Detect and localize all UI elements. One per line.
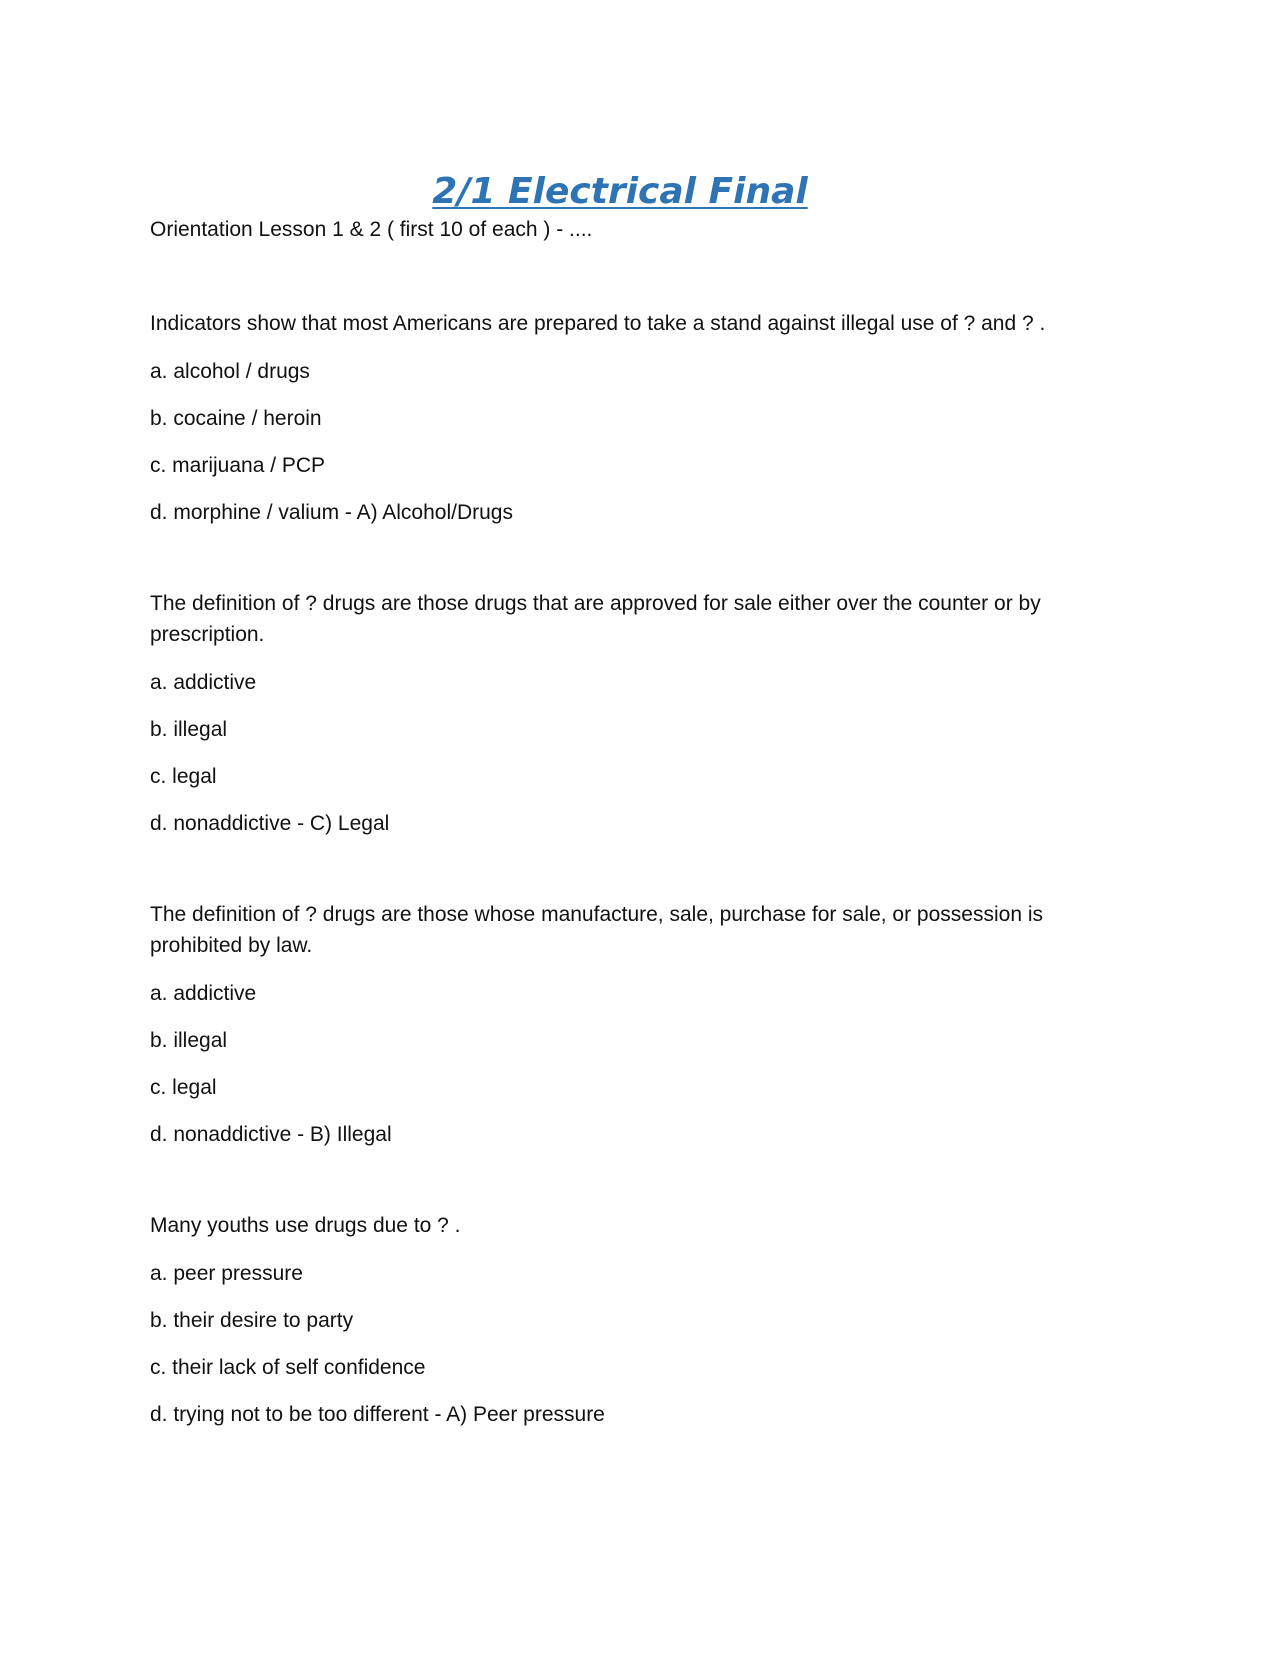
answer-option: c. legal (150, 765, 217, 788)
question-block (150, 588, 1070, 838)
answer-option: a. addictive (150, 982, 257, 1005)
answer-option: d. nonaddictive - C) Legal (150, 812, 390, 835)
question-text: Many youths use drugs due to ? . (150, 1214, 461, 1237)
answer-option: b. cocaine / heroin (150, 407, 322, 430)
answer-option: d. trying not to be too different - A) Peer pressure (150, 1403, 605, 1426)
question-block (150, 308, 1070, 527)
answer-option: a. alcohol / drugs (150, 360, 310, 383)
answer-option: c. legal (150, 1076, 217, 1099)
answer-option: b. illegal (150, 718, 228, 741)
question-text: The definition of ? drugs are those drugs that are approved for sale either over the counter or by prescription. (150, 592, 1041, 646)
answer-option: c. marijuana / PCP (150, 454, 326, 477)
question-block (150, 899, 1070, 1149)
answer-option: c. their lack of self confidence (150, 1356, 426, 1379)
answer-option: a. peer pressure (150, 1262, 303, 1285)
question-text: The definition of ? drugs are those whose manufacture, sale, purchase for sale, or possession is prohibited by law. (150, 903, 1043, 957)
intro-line: Orientation Lesson 1 & 2 ( first 10 of each ) - .... (150, 218, 593, 241)
question-text: Indicators show that most Americans are prepared to take a stand against illegal use of ? and ? . (150, 312, 1046, 335)
document-title: 2/1 Electrical Final (432, 171, 808, 212)
question-block (150, 1210, 1070, 1429)
answer-option: a. addictive (150, 671, 257, 694)
answer-option: b. illegal (150, 1029, 228, 1052)
document-page (150, 170, 1070, 1429)
answer-option: b. their desire to party (150, 1309, 354, 1332)
answer-option: d. morphine / valium - A) Alcohol/Drugs (150, 501, 513, 524)
answer-option: d. nonaddictive - B) Illegal (150, 1123, 392, 1146)
